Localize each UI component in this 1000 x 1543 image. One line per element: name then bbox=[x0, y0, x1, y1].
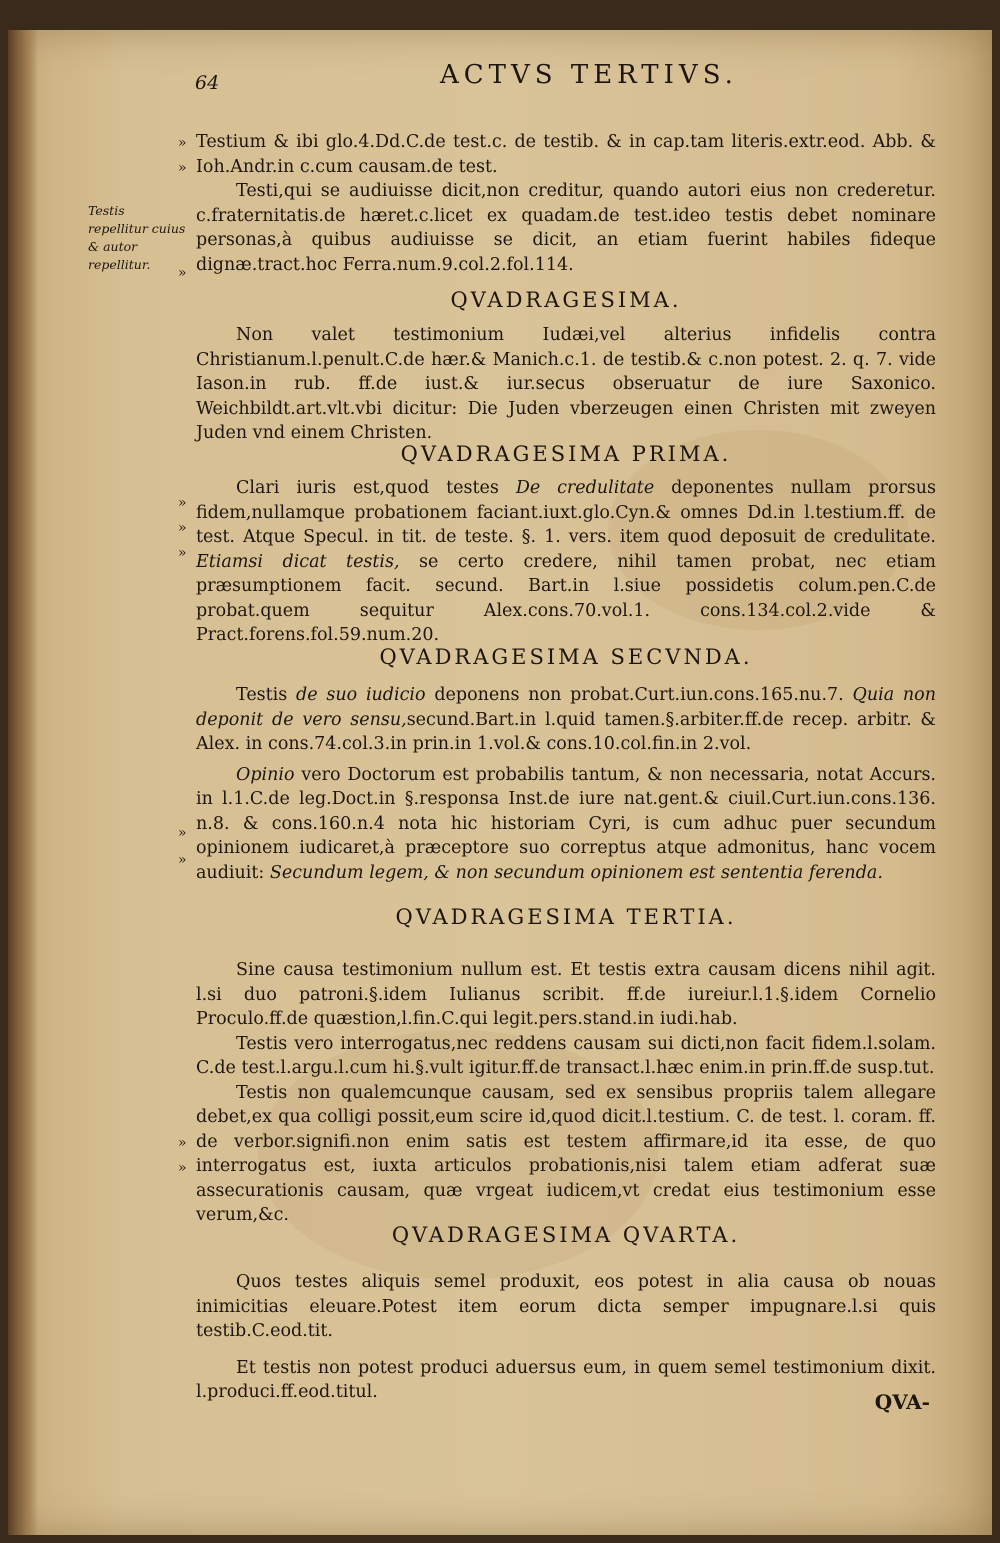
quote-marker: » bbox=[178, 135, 187, 151]
running-head: ACTVS TERTIVS. bbox=[440, 60, 738, 90]
paragraph: Testi,qui se audiuisse dicit,non creditur, quando autori eius non crederetur. c.fraternitatis.de hæret.c.licet ex quadam.de test.ideo testis debet nominare personas,à quibus audiuisse se dicit, an etiam fuerint habiles fideque dignæ.tract.hoc Ferra.num.9.col.2.fol.114. bbox=[196, 181, 936, 275]
text-run: deponens non probat.Curt.iun.cons.165.nu.7. bbox=[425, 685, 853, 705]
quote-marker: » bbox=[178, 545, 187, 561]
quote-marker: » bbox=[178, 520, 187, 536]
book-spine bbox=[8, 30, 38, 1535]
section-body bbox=[196, 683, 936, 885]
intro-block bbox=[196, 130, 936, 277]
quote-marker: » bbox=[178, 495, 187, 511]
paragraph: Sine causa testimonium nullum est. Et testis extra causam dicens nihil agit. l.si duo patroni.§.idem Iulianus scribit. ff.de iureiur.l.1.§.idem Cornelio Proculo.ff.de quæstion,l.fin.C.qui legit.pers.stand.in iudi.hab. bbox=[196, 960, 936, 1029]
section-body bbox=[196, 323, 936, 446]
section-heading: QVADRAGESIMA PRIMA. bbox=[400, 442, 732, 466]
paragraph: Quos testes aliquis semel produxit, eos potest in alia causa ob nouas inimicitias eleuare.Potest item eorum dicta semper impugnare.l.si quis testib.C.eod.tit. bbox=[196, 1272, 936, 1341]
quote-marker: » bbox=[178, 1135, 187, 1151]
italic-run: De credulitate bbox=[515, 478, 655, 498]
margin-note: Testis repellitur cuius & autor repellitur. bbox=[88, 203, 186, 272]
paragraph: Et testis non potest produci aduersus eum, in quem semel testimonium dixit. l.produci.ff.eod.titul. bbox=[196, 1357, 936, 1402]
section-body bbox=[196, 1270, 936, 1405]
italic-run: Opinio bbox=[236, 764, 295, 785]
text-run: secund.Bart.in l.quid tamen.§.arbiter.ff.de recep. arbitr. & Alex. in cons.74.col.3.in prin.in 1.vol.& cons.10.col.fin.in 2.vol. bbox=[196, 709, 936, 754]
text-run: Clari iuris est,quod testes bbox=[236, 478, 516, 498]
quote-marker: » bbox=[178, 265, 187, 281]
paragraph: Testis vero interrogatus,nec reddens causam sui dicti,non facit fidem.l.solam. C.de test.l.argu.l.cum hi.§.vult igitur.ff.de transact.l.hæc enim.in prin.ff.de susp.tut. bbox=[196, 1033, 936, 1078]
quote-marker: » bbox=[178, 160, 187, 176]
section-heading: QVADRAGESIMA. bbox=[450, 288, 682, 312]
text-run: se certo credere, nihil tamen probat, nec etiam præsumptionem facit. secund. Bart.in l.siue possidetis colum.pen.C.de probat.quem sequitur Alex.cons.70.vol.1. cons.134.col.2.vide & Pract.forens.fol.59.num.20. bbox=[196, 551, 936, 645]
paragraph bbox=[196, 476, 936, 648]
text-run: vero Doctorum est probabilis tantum, & non necessaria, notat Accurs. in l.1.C.de leg.Doct.in §.responsa Inst.de iure nat.gent.& ciuil.Curt.iun.cons.136. n.8. & cons.160.n.4 nota hic historiam Cyri, is cum adhuc puer secundum opinionem iudicaret,à præceptore suo correptus atque admonitus, hanc vocem audiuit: bbox=[196, 764, 936, 883]
catchword: QVA- bbox=[874, 1390, 930, 1414]
paragraph bbox=[196, 683, 936, 757]
section-body bbox=[196, 476, 936, 648]
page-number: 64 bbox=[195, 72, 220, 94]
quote-marker: » bbox=[178, 825, 187, 841]
section-body bbox=[196, 958, 936, 1228]
text-run: Testis bbox=[236, 685, 297, 705]
italic-run: de suo iudicio bbox=[296, 685, 426, 705]
section-heading: QVADRAGESIMA SECVNDA. bbox=[379, 645, 753, 669]
paragraph: Testium & ibi glo.4.Dd.C.de test.c. de testib. & in cap.tam literis.extr.eod. Abb. & Ioh.Andr.in c.cum causam.de test. bbox=[196, 132, 936, 177]
italic-run: Quia non deponit de vero sensu, bbox=[196, 685, 936, 730]
text-run: deponentes nullam prorsus fidem,nullamque probationem faciant.iuxt.glo.Cyn.& omnes Dd.in l.testium.ff. de test. Atque Specul. in tit. de teste. §. 1. vers. item quod deposuit de credulitate. bbox=[196, 478, 937, 547]
italic-run: Etiamsi dicat testis, bbox=[196, 551, 400, 572]
italic-run: Secundum legem, & non secundum opinionem est sententia ferenda. bbox=[269, 862, 883, 883]
paragraph bbox=[196, 763, 936, 886]
section-heading: QVADRAGESIMA TERTIA. bbox=[395, 905, 737, 929]
paragraph: Non valet testimonium Iudæi,vel alterius infidelis contra Christianum.l.penult.C.de hær.& Manich.c.1. de testib.& c.non potest. 2. q. 7. vide Iason.in rub. ff.de iust.& iur.secus obseruatur de iure Saxonico. Weichbildt.art.vlt.vbi dicitur: Die Juden vberzeugen einen Christen mit zweyen Juden vnd einem Christen. bbox=[196, 325, 936, 443]
paragraph: Testis non qualemcunque causam, sed ex sensibus propriis talem allegare debet,ex qua colligi possit,eum scire id,quod dicit.l.testium. C. de test. l. coram. ff. de verbor.signifi.non enim satis est testem affirmare,id ita esse, de quo interrogatus est, iuxta articulos probationis,nisi talem etiam adferat suæ assecurationis causam, quæ vrgeat iudicem,vt credat eius testimonium esse verum,&c. bbox=[196, 1082, 936, 1225]
quote-marker: » bbox=[178, 852, 187, 868]
quote-marker: » bbox=[178, 1160, 187, 1176]
section-heading: QVADRAGESIMA QVARTA. bbox=[391, 1223, 741, 1247]
